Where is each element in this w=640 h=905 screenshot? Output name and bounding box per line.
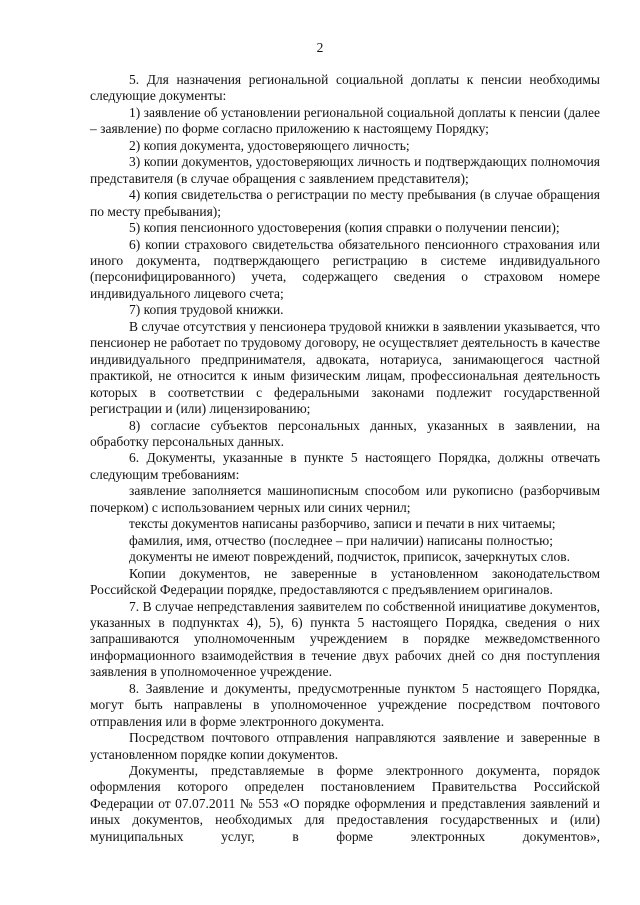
paragraph-item-6: 6. Документы, указанные в пункте 5 настоящего Порядка, должны отвечать следующим требованиям: (90, 450, 600, 482)
paragraph-copies: Копии документов, не заверенные в установленном законодательством Российской Федерации порядке, предоставляются с предъявлением оригиналов. (90, 565, 600, 598)
requirement-item: фамилия, имя, отчество (последнее – при наличии) написаны полностью; (129, 532, 553, 548)
document-body (90, 72, 600, 845)
list-item-5-3: 3) копии документов, удостоверяющих личность и подтверждающих полномочия представителя (в случае обращения с заявлением представителя); (90, 154, 600, 186)
page-number: 2 (316, 40, 324, 55)
paragraph-item-7: 7. В случае непредставления заявителем по собственной инициативе документов, указанных в подпунктах 4), 5), 6) пункта 5 настоящего Порядка, сведения о них запрашиваются уполномоченным учреждением в порядке межведомственного информационного взаимодействия в течение двух рабочих дней со дня поступления заявления в уполномоченное учреждение. (90, 598, 600, 680)
paragraph-postal: Посредством почтового отправления направляются заявление и заверенные в установленном порядке копии документов. (90, 730, 600, 762)
paragraph-item-8: 8. Заявление и документы, предусмотренные пунктом 5 настоящего Порядка, могут быть направлены в уполномоченное учреждение посредством почтового отправления или в форме электронного документа. (90, 680, 600, 729)
list-item-5-1: 1) заявление об установлении региональной социальной доплаты к пенсии (далее – заявление) по форме согласно приложению к настоящему Порядку; (90, 104, 600, 137)
list-item-5-2: 2) копия документа, удостоверяющего личность; (129, 137, 410, 153)
list-item-5-5: 5) копия пенсионного удостоверения (копия справки о получении пенсии); (129, 220, 560, 236)
requirement-item: заявление заполняется машинописным способом или рукописно (разборчивым почерком) с использованием черных или синих чернил; (90, 483, 600, 515)
paragraph-electronic: Документы, представляемые в форме электронного документа, порядок оформления которого определен постановлением Правительства Российской Федерации от 07.07.2011 № 553 «О порядке оформления и представления заявлений и иных документов, необходимых для предоставления государственных и (или) муниципальных услуг, в форме электронных документов», (90, 763, 600, 844)
paragraph-item-5: 5. Для назначения региональной социальной доплаты к пенсии необходимы следующие документы: (90, 72, 600, 104)
paragraph-no-workbook: В случае отсутствия у пенсионера трудовой книжки в заявлении указывается, что пенсионер не работает по трудовому договору, не осуществляет деятельность в качестве индивидуального предпринимателя, адвоката, нотариуса, занимающегося частной практикой, не относится к иным физическим лицам, профессиональная деятельность которых в соответствии с федеральными законами подлежит государственной регистрации и (или) лицензированию; (90, 318, 600, 417)
requirement-item: тексты документов написаны разборчиво, записи и печати в них читаемы; (129, 516, 556, 532)
requirement-item: документы не имеют повреждений, подчисток, приписок, зачеркнутых слов. (129, 549, 571, 565)
list-item-5-6: 6) копии страхового свидетельства обязательного пенсионного страхования или иного документа, подтверждающего регистрацию в системе индивидуального (персонифицированного) учета, содержащего сведения о страховом номере индивидуального лицевого счета; (90, 236, 600, 301)
list-item-5-7: 7) копия трудовой книжки. (129, 302, 284, 318)
list-item-5-8: 8) согласие субъектов персональных данных, указанных в заявлении, на обработку персональных данных. (90, 417, 600, 449)
list-item-5-4: 4) копия свидетельства о регистрации по месту пребывания (в случае обращения по месту пребывания); (90, 187, 600, 219)
